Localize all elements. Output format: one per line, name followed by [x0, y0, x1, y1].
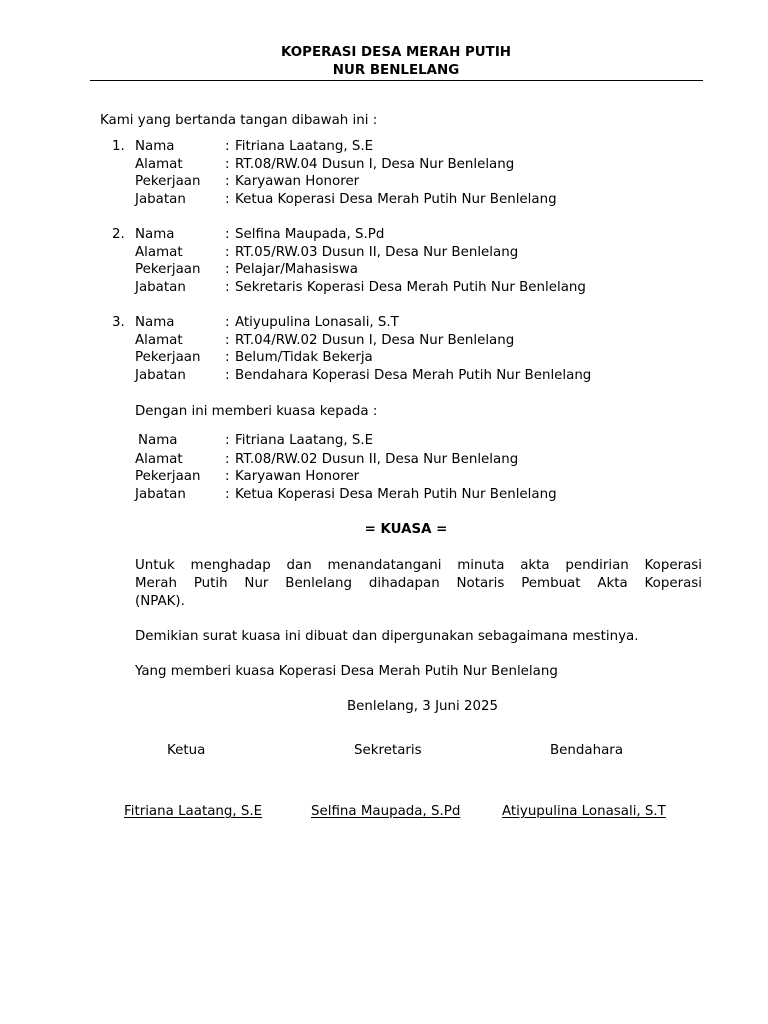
colon: : [225, 487, 230, 502]
value-jabatan: Ketua Koperasi Desa Merah Putih Nur Benlelang [235, 192, 557, 207]
colon: : [225, 139, 230, 154]
label-alamat: Alamat [135, 452, 183, 467]
label-pekerjaan: Pekerjaan [135, 262, 201, 277]
label-jabatan: Jabatan [135, 487, 186, 502]
paragraph-grantor: Yang memberi kuasa Koperasi Desa Merah Putih Nur Benlelang [135, 664, 558, 679]
value-pekerjaan: Karyawan Honorer [235, 469, 360, 484]
grant-intro-text: Dengan ini memberi kuasa kepada : [135, 404, 378, 419]
value-nama: Fitriana Laatang, S.E [235, 139, 374, 154]
colon: : [225, 157, 230, 172]
value-pekerjaan: Belum/Tidak Bekerja [235, 350, 373, 365]
signature-name-bendahara: Atiyupulina Lonasali, S.T [502, 804, 666, 819]
header-title: KOPERASI DESA MERAH PUTIH [280, 45, 512, 60]
person-number: 1. [112, 139, 125, 154]
label-pekerjaan: Pekerjaan [135, 469, 201, 484]
label-pekerjaan: Pekerjaan [135, 174, 201, 189]
value-alamat: RT.04/RW.02 Dusun I, Desa Nur Benlelang [235, 333, 515, 348]
colon: : [225, 469, 230, 484]
paragraph-purpose [135, 557, 702, 611]
label-nama: Nama [135, 227, 175, 242]
signature-title-ketua: Ketua [167, 743, 206, 758]
value-jabatan: Sekretaris Koperasi Desa Merah Putih Nur Benlelang [235, 280, 586, 295]
label-alamat: Alamat [135, 245, 183, 260]
colon: : [225, 368, 230, 383]
paragraph-closing: Demikian surat kuasa ini dibuat dan dipergunakan sebagaimana mestinya. [135, 629, 639, 644]
paragraph-line: (NPAK). [135, 594, 185, 609]
signature-name-ketua: Fitriana Laatang, S.E [124, 804, 263, 819]
value-jabatan: Ketua Koperasi Desa Merah Putih Nur Benlelang [235, 487, 557, 502]
colon: : [225, 245, 230, 260]
intro-text: Kami yang bertanda tangan dibawah ini : [100, 113, 378, 128]
signature-title-bendahara: Bendahara [550, 743, 624, 758]
value-nama: Fitriana Laatang, S.E [235, 433, 374, 448]
colon: : [225, 227, 230, 242]
colon: : [225, 350, 230, 365]
label-nama: Nama [135, 139, 175, 154]
colon: : [225, 262, 230, 277]
value-nama: Selfina Maupada, S.Pd [235, 227, 385, 242]
paragraph-line: Merah Putih Nur Benlelang dihadapan Notaris Pembuat Akta Koperasi [135, 576, 702, 591]
colon: : [225, 333, 230, 348]
label-jabatan: Jabatan [135, 192, 186, 207]
label-jabatan: Jabatan [135, 280, 186, 295]
value-alamat: RT.08/RW.02 Dusun II, Desa Nur Benlelang [235, 452, 519, 467]
colon: : [225, 315, 230, 330]
value-pekerjaan: Karyawan Honorer [235, 174, 360, 189]
label-pekerjaan: Pekerjaan [135, 350, 201, 365]
label-nama: Nama [135, 315, 175, 330]
signature-name-sekretaris: Selfina Maupada, S.Pd [311, 804, 461, 819]
paragraph-line: Untuk menghadap dan menandatangani minuta akta pendirian Koperasi [135, 558, 702, 573]
label-jabatan: Jabatan [135, 368, 186, 383]
person-number: 2. [112, 227, 125, 242]
header-rule [90, 80, 703, 81]
colon: : [225, 433, 230, 448]
person-number: 3. [112, 315, 125, 330]
kuasa-title: = KUASA = [364, 522, 448, 537]
label-alamat: Alamat [135, 157, 183, 172]
header-subtitle: NUR BENLELANG [332, 63, 460, 78]
colon: : [225, 452, 230, 467]
value-alamat: RT.08/RW.04 Dusun I, Desa Nur Benlelang [235, 157, 515, 172]
colon: : [225, 174, 230, 189]
label-nama: Nama [138, 433, 178, 448]
value-alamat: RT.05/RW.03 Dusun II, Desa Nur Benlelang [235, 245, 519, 260]
label-alamat: Alamat [135, 333, 183, 348]
value-nama: Atiyupulina Lonasali, S.T [235, 315, 399, 330]
signature-title-sekretaris: Sekretaris [354, 743, 422, 758]
value-jabatan: Bendahara Koperasi Desa Merah Putih Nur Benlelang [235, 368, 592, 383]
colon: : [225, 192, 230, 207]
colon: : [225, 280, 230, 295]
place-date: Benlelang, 3 Juni 2025 [347, 699, 499, 714]
value-pekerjaan: Pelajar/Mahasiswa [235, 262, 358, 277]
